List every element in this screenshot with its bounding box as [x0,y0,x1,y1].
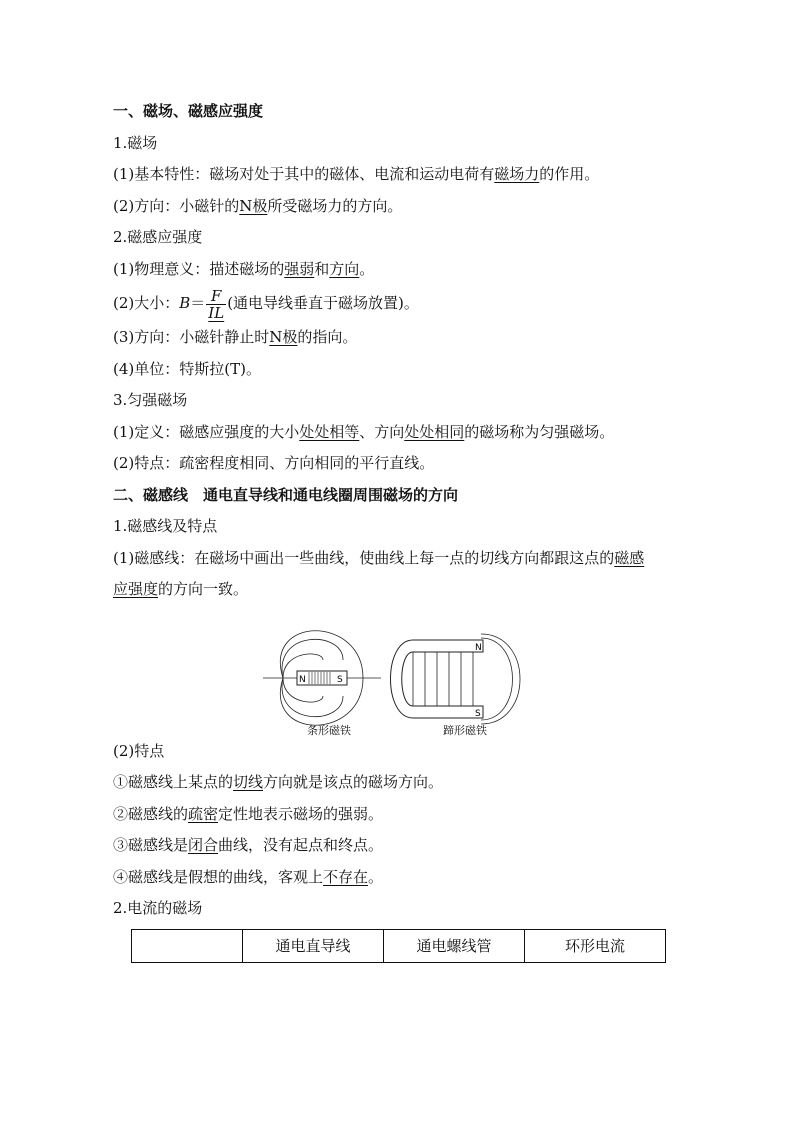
point-3: ③磁感线是闭合曲线，没有起点和终点。 [113,836,384,854]
formula-line: (2)大小：B＝ $\frac{F}{IL}$ (通电导线垂直于磁场放置)。 [113,286,419,322]
subheading-induction: 2.磁感应强度 [113,228,203,246]
paragraph: (2)特点 [113,741,165,760]
table-header-cell: 通电螺线管 [384,929,525,962]
magnet-figure [113,610,703,736]
table-header-row [132,929,666,962]
section-title-1: 一、磁场、磁感应强度 [113,102,264,120]
caption-horseshoe-magnet: 蹄形磁铁 [443,723,487,737]
bar-magnet [297,671,347,685]
blank-answer: 处处相等 [299,422,360,441]
table-header-cell: 环形电流 [525,929,666,962]
magnet-field-diagram [113,610,703,736]
blank-answer: N极 [269,328,298,346]
blank-answer: 磁感 [614,548,645,567]
paragraph: (2)方向：小磁针的N极所受磁场力的方向。 [113,196,403,215]
paragraph: (2)特点：疏密程度相同、方向相同的平行直线。 [113,454,435,472]
blank-answer: 切线 [233,773,264,791]
blank-answer: 强弱 [284,259,315,278]
north-pole-label: N [299,674,306,685]
south-pole-label: S [475,708,481,719]
blank-answer: 处处相同 [404,422,465,441]
paragraph: (1)磁感线：在磁场中画出一些曲线，使曲线上每一点的切线方向都跟这点的磁感 [113,548,645,567]
south-pole-label: S [337,674,343,685]
blank-answer: 磁场力 [494,165,540,183]
paragraph: (4)单位：特斯拉(T)。 [113,359,261,378]
point-2: ②磁感线的疏密定性地表示磁场的强弱。 [113,804,384,823]
fraction: $\frac{F}{IL}$ [208,286,225,322]
subheading-uniform-field: 3.匀强磁场 [113,391,188,409]
subheading-current-field: 2.电流的磁场 [113,899,203,917]
point-1: ①磁感线上某点的切线方向就是该点的磁场方向。 [113,773,444,791]
point-4: ④磁感线是假想的曲线，客观上不存在。 [113,867,384,886]
table-header-cell [132,929,243,962]
caption-bar-magnet: 条形磁铁 [307,723,351,737]
current-field-table [131,929,666,963]
paragraph: (1)物理意义：描述磁场的强弱和方向。 [113,259,375,278]
paragraph: (1)基本特性：磁场对处于其中的磁体、电流和运动电荷有磁场力的作用。 [113,165,600,183]
table-header-cell: 通电直导线 [243,929,384,962]
paragraph: (3)方向：小磁针静止时N极的指向。 [113,328,358,346]
blank-answer: 方向 [329,259,360,278]
subheading-magnetic-field: 1.磁场 [113,133,158,152]
blank-answer: 不存在 [323,867,369,886]
document-body [113,96,703,963]
paragraph: (1)定义：磁感应强度的大小处处相等、方向处处相同的磁场称为匀强磁场。 [113,422,615,441]
subheading-field-lines: 1.磁感线及特点 [113,517,218,535]
paragraph: 应强度的方向一致。 [113,580,249,598]
blank-answer: 应强度 [113,580,159,598]
blank-answer: 闭合 [188,836,219,854]
blank-answer: 疏密 [188,804,219,823]
blank-answer: N极 [239,196,268,215]
north-pole-label: N [475,642,482,653]
section-title-2: 二、磁感线 通电直导线和通电线圈周围磁场的方向 [113,485,459,504]
